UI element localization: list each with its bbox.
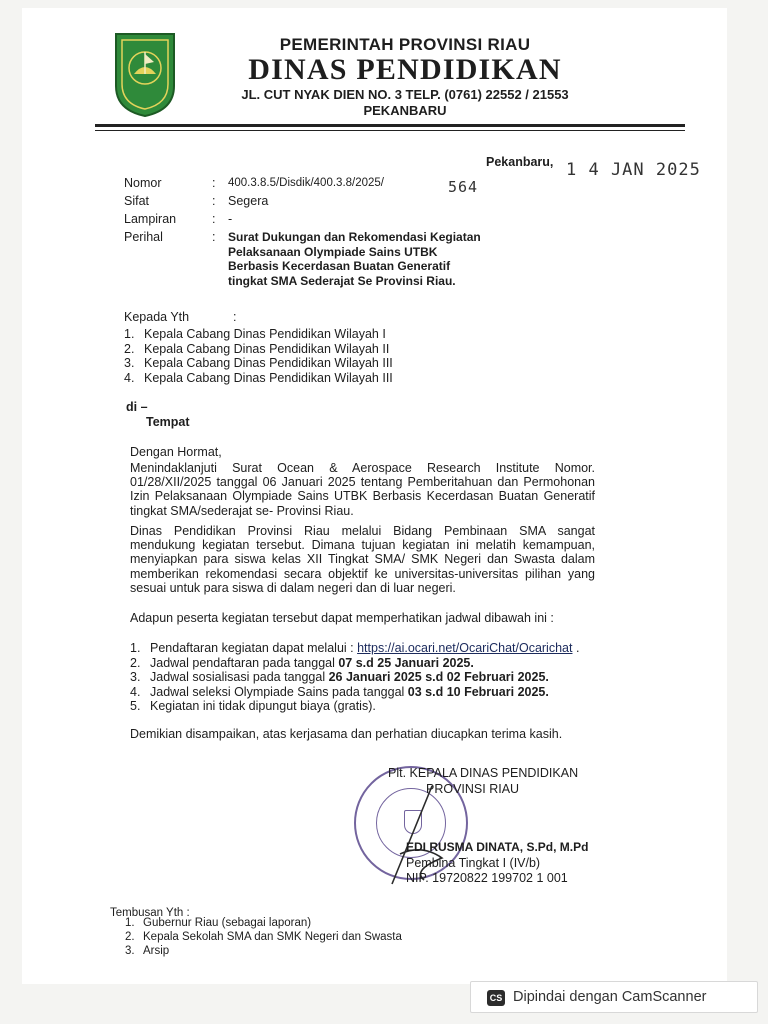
list-text: Kepala Sekolah SMA dan SMK Negeri dan Swasta: [143, 931, 402, 943]
list-item: [130, 699, 579, 714]
signatory-name: EDI RUSMA DINATA, S.Pd, M.Pd: [406, 840, 589, 854]
list-item: [130, 656, 579, 671]
list-number: 3.: [124, 356, 135, 370]
list-number: 3.: [125, 945, 135, 957]
nomor-colon: :: [212, 176, 216, 190]
list-item: [130, 685, 579, 700]
letterhead-divider: [95, 124, 685, 127]
list-number: 1.: [125, 917, 135, 929]
salutation: Dengan Hormat,: [130, 445, 222, 459]
paragraph-reference: Menindaklanjuti Surat Ocean & Aerospace Research Institute Nomor. 01/28/XII/2025 tanggal 06 Januari 2025 tentang Pemberitahuan dan Permohonan Izin Pelaksanaan Olympiade Sains UTBK Berbasis Kecerdasan Buatan Generatif tingkat SMA/sederajat se- Provinsi Riau.: [130, 461, 595, 518]
perihal-value: Surat Dukungan dan Rekomendasi Kegiatan Pelaksanaan Olympiade Sains UTBK Berbasis Kecerdasan Buatan Generatif tingkat SMA Sederajat Se Provinsi Riau.: [228, 230, 481, 288]
lampiran-label: Lampiran: [124, 212, 177, 226]
list-date: 03 s.d 10 Februari 2025.: [407, 684, 549, 699]
list-text: Kegiatan ini tidak dipungut biaya (gratis).: [150, 699, 376, 713]
signatory-nip: NIP. 19720822 199702 1 001: [406, 871, 568, 885]
list-item: [130, 641, 579, 656]
list-number: 1.: [130, 641, 141, 655]
list-item: [125, 944, 402, 958]
tembusan-list: [125, 916, 402, 958]
nomor-value: 400.3.8.5/Disdik/400.3.8/2025/: [228, 177, 385, 189]
paragraph-support: Dinas Pendidikan Provinsi Riau melalui Bidang Pembinaan SMA sangat mendukung kegiatan tersebut. Dimana tujuan kegiatan ini melatih kemampuan, menyiapkan para siswa kelas XII Tingkat SMA/ SMK Negeri dan Swasta dalam memberikan rekomendasi secara objektif ke universitas-universitas pilihan yang sesuai untuk para siswa di dalam negeri dan di luar negeri.: [130, 524, 595, 595]
tembusan-label: Tembusan Yth :: [110, 907, 190, 919]
list-item: [124, 356, 393, 371]
date-stamp: 1 4 JAN 2025: [566, 160, 701, 180]
lampiran-colon: :: [212, 212, 216, 226]
list-number: 2.: [125, 931, 135, 943]
list-text-suffix: .: [572, 641, 580, 655]
signatory-title: Plt. KEPALA DINAS PENDIDIKAN: [388, 766, 579, 780]
list-item: [125, 930, 402, 944]
list-text: Pendaftaran kegiatan dapat melalui :: [150, 641, 358, 655]
recipient-di: di –: [126, 400, 148, 414]
lampiran-value: -: [228, 212, 233, 226]
sifat-label: Sifat: [124, 194, 150, 208]
list-number: 3.: [130, 670, 141, 684]
recipient-tempat: Tempat: [146, 415, 190, 429]
registration-link[interactable]: https://ai.ocari.net/OcariChat/Ocarichat: [357, 641, 573, 655]
camscanner-logo-icon: CS: [487, 990, 505, 1006]
list-text: Kepala Cabang Dinas Pendidikan Wilayah III: [144, 356, 393, 370]
list-text: Kepala Cabang Dinas Pendidikan Wilayah I: [144, 327, 386, 341]
nomor-handwritten: 564: [448, 178, 479, 196]
list-item: [124, 371, 393, 386]
list-item: [124, 327, 393, 342]
letterhead: [190, 34, 620, 118]
sifat-value: Segera: [228, 194, 269, 208]
schedule-list: [130, 641, 579, 714]
perihal-colon: :: [212, 230, 216, 244]
letterhead-divider-thin: [95, 130, 685, 131]
list-number: 2.: [130, 655, 141, 670]
recipient-colon: :: [233, 310, 237, 324]
nomor-label: Nomor: [124, 176, 162, 190]
paragraph-schedule-intro: Adapun peserta kegiatan tersebut dapat memperhatikan jadwal dibawah ini :: [130, 611, 554, 625]
list-text: Kepala Cabang Dinas Pendidikan Wilayah III: [144, 370, 393, 385]
list-text: Jadwal seleksi Olympiade Sains pada tanggal: [150, 684, 408, 699]
signatory-rank: Pembina Tingkat I (IV/b): [406, 856, 541, 870]
list-item: [125, 916, 402, 930]
camscanner-badge: [470, 981, 758, 1013]
recipient-list: [124, 327, 393, 385]
date-place: Pekanbaru,: [486, 155, 554, 169]
recipient-label: Kepada Yth: [124, 310, 190, 324]
list-date: 26 Januari 2025 s.d 02 Februari 2025.: [328, 670, 549, 684]
list-number: 4.: [130, 684, 141, 699]
list-text: Arsip: [143, 945, 170, 957]
list-number: 4.: [124, 370, 135, 385]
list-item: [124, 342, 393, 357]
list-item: [130, 670, 579, 685]
list-text: Kepala Cabang Dinas Pendidikan Wilayah II: [144, 341, 390, 356]
perihal-label: Perihal: [124, 230, 163, 244]
list-number: 5.: [130, 699, 141, 713]
letterhead-city: PEKANBARU: [363, 103, 447, 118]
list-number: 1.: [124, 327, 135, 341]
list-text: Gubernur Riau (sebagai laporan): [143, 917, 312, 929]
signatory-province: PROVINSI RIAU: [426, 782, 520, 796]
list-date: 07 s.d 25 Januari 2025.: [338, 655, 474, 670]
sifat-colon: :: [212, 194, 216, 208]
letterhead-address: JL. CUT NYAK DIEN NO. 3 TELP. (0761) 22552 / 21553: [241, 87, 569, 102]
list-number: 2.: [124, 341, 135, 356]
list-text: Jadwal pendaftaran pada tanggal: [150, 655, 339, 670]
letterhead-agency: DINAS PENDIDIKAN: [248, 53, 562, 86]
list-text: Jadwal sosialisasi pada tanggal: [150, 670, 329, 684]
province-emblem-icon: [112, 30, 178, 118]
closing: Demikian disampaikan, atas kerjasama dan perhatian diucapkan terima kasih.: [130, 727, 563, 741]
camscanner-label: Dipindai dengan CamScanner: [513, 989, 707, 1005]
letterhead-government: PEMERINTAH PROVINSI RIAU: [279, 35, 531, 54]
